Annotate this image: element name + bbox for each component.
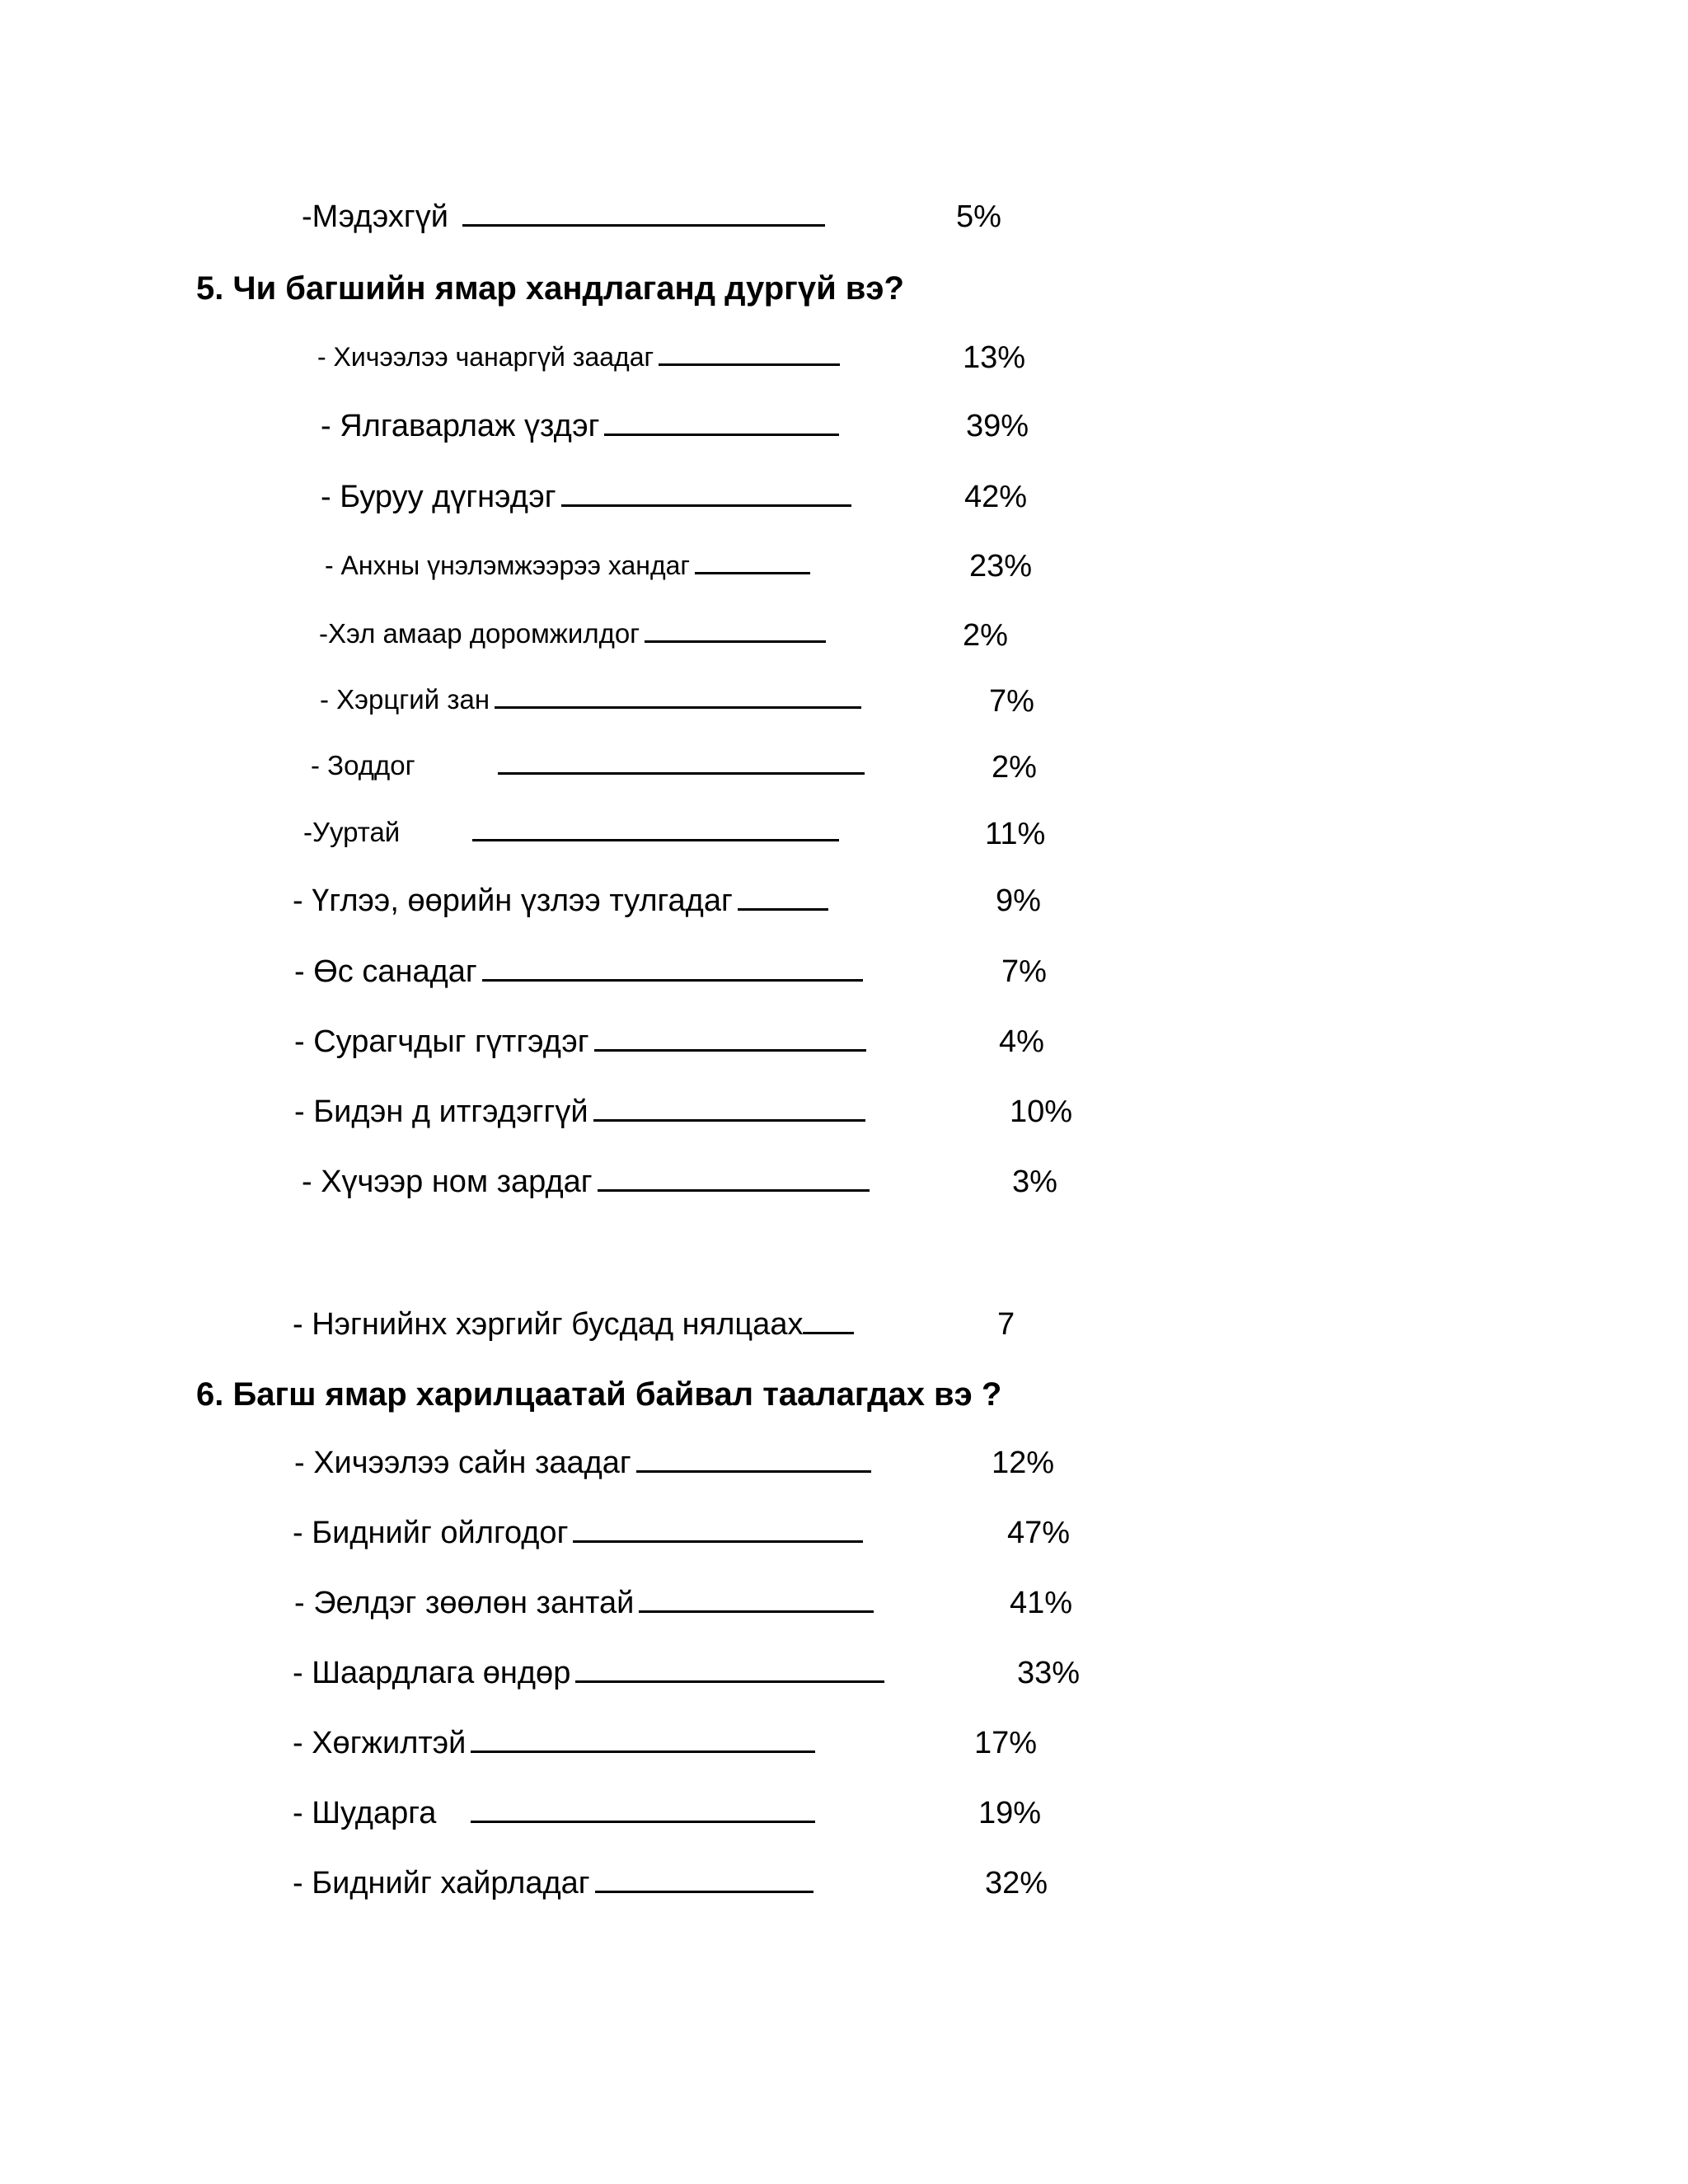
question-6-title: 6. Багш ямар харилцаатай байвал таалагдах вэ ? — [196, 1376, 1002, 1413]
answer-blank — [639, 1610, 874, 1613]
list-item — [319, 620, 826, 647]
item-percent: 11% — [985, 817, 1046, 851]
item-label: - Хичээлээ чанаргүй заадаг — [317, 342, 654, 372]
list-item — [294, 1587, 874, 1619]
item-percent: 13% — [963, 340, 1026, 375]
list-item — [293, 1309, 854, 1340]
list-item — [293, 1727, 815, 1759]
item-percent: 32% — [985, 1866, 1048, 1900]
list-item — [294, 1096, 865, 1127]
item-label: - Хичээлээ сайн заадаг — [294, 1446, 631, 1480]
answer-blank — [594, 1048, 866, 1052]
item-label: - Биднийг хайрладаг — [293, 1866, 590, 1900]
item-label: - Буруу дүгнэдэг — [321, 480, 556, 514]
list-item — [293, 1868, 814, 1899]
item-percent: 17% — [974, 1726, 1038, 1760]
list-item — [302, 201, 825, 232]
list-item — [320, 686, 861, 713]
item-percent: 5% — [956, 199, 1001, 234]
item-label: -Хэл амаар доромжилдог — [319, 618, 640, 649]
list-item — [317, 344, 840, 370]
list-item — [293, 1517, 863, 1549]
item-label: - Ялгаварлаж үздэг — [321, 409, 600, 443]
answer-blank — [472, 838, 839, 841]
answer-blank — [561, 504, 851, 507]
answer-blank — [659, 363, 840, 366]
list-item — [293, 1797, 815, 1829]
answer-blank — [593, 1118, 865, 1122]
item-percent: 39% — [966, 409, 1029, 443]
answer-blank — [803, 1331, 854, 1334]
answer-blank — [471, 1820, 815, 1823]
list-item — [294, 956, 863, 987]
item-label: - Сурагчдыг гүтгэдэг — [294, 1024, 589, 1059]
list-item — [321, 481, 851, 513]
item-label: - Анхны үнэлэмжээрээ хандаг — [325, 551, 691, 580]
answer-blank — [462, 223, 825, 227]
item-label: - Шударга — [293, 1796, 437, 1830]
item-label: - Эелдэг зөөлөн зантай — [294, 1586, 635, 1620]
item-percent: 2% — [992, 750, 1037, 785]
item-percent: 4% — [999, 1024, 1044, 1059]
item-percent: 3% — [1012, 1165, 1057, 1199]
item-label: - Хүчээр ном зардаг — [302, 1165, 593, 1199]
item-percent: 42% — [964, 480, 1028, 514]
list-item — [294, 1447, 871, 1479]
answer-blank — [604, 433, 839, 436]
item-percent: 47% — [1007, 1516, 1071, 1550]
item-label: - Бидэн д итгэдэггүй — [294, 1094, 588, 1129]
list-item — [294, 1026, 866, 1057]
answer-blank — [498, 771, 865, 775]
answer-blank — [695, 571, 810, 574]
item-percent: 7% — [989, 684, 1034, 719]
list-item — [293, 1657, 884, 1689]
list-item — [303, 818, 839, 846]
item-percent: 12% — [992, 1446, 1055, 1480]
item-label: - Хэрцгий зан — [320, 684, 490, 715]
answer-blank — [495, 705, 861, 709]
item-label: - Зоддог — [311, 750, 415, 780]
item-percent: 7% — [1001, 954, 1047, 989]
list-item — [311, 752, 865, 779]
answer-blank — [595, 1890, 814, 1893]
item-percent: 19% — [978, 1796, 1042, 1830]
question-5-title: 5. Чи багшийн ямар хандлаганд дургүй вэ? — [196, 270, 904, 307]
item-percent: 33% — [1017, 1656, 1081, 1690]
item-percent: 10% — [1010, 1094, 1073, 1129]
answer-blank — [471, 1750, 815, 1753]
item-label: - Шаардлага өндөр — [293, 1656, 571, 1690]
item-percent: 2% — [963, 618, 1008, 653]
list-item — [302, 1166, 870, 1197]
list-item — [293, 885, 828, 916]
answer-blank — [573, 1540, 863, 1543]
item-label: - Биднийг ойлгодог — [293, 1516, 569, 1550]
answer-blank — [482, 978, 863, 982]
item-label: - Нэгнийнх хэргийг бусдад нялцаах — [293, 1307, 804, 1342]
answer-blank — [598, 1188, 870, 1192]
item-percent: 9% — [996, 883, 1041, 918]
item-label: -Ууртай — [303, 817, 401, 847]
item-percent: 23% — [969, 549, 1033, 583]
answer-blank — [645, 640, 826, 643]
answer-blank — [575, 1680, 884, 1683]
answer-blank — [738, 907, 828, 911]
list-item — [325, 552, 810, 579]
item-label: -Мэдэхгүй — [302, 199, 448, 234]
item-label: - Үглээ, өөрийн үзлээ тулгадаг — [293, 883, 733, 918]
item-percent: 41% — [1010, 1586, 1073, 1620]
list-item — [321, 410, 839, 442]
item-label: - Өс санадаг — [294, 954, 477, 989]
item-percent: 7 — [997, 1307, 1015, 1342]
answer-blank — [636, 1469, 871, 1473]
item-label: - Хөгжилтэй — [293, 1726, 467, 1760]
